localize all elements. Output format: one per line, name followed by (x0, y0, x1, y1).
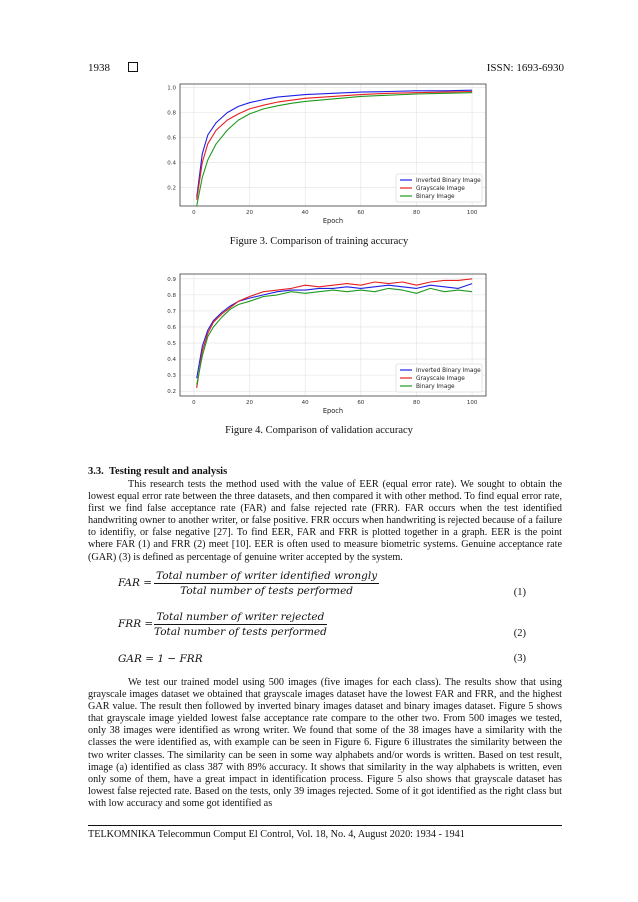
y-tick-label: 0.6 (167, 135, 176, 142)
x-axis-label: Epoch (322, 217, 344, 225)
figure-3-caption: Figure 3. Comparison of training accuracy (229, 236, 409, 247)
y-tick-label: 0.7 (167, 308, 176, 315)
paragraph-eer: This research tests the method used with the value of EER (equal error rate). We sought to obtain the lowest equal error rate between the three datasets, and then compared it with other method. To find equal error rate, first we find false acceptance rate (FAR) and false rejected rate (FRR). FAR occurs when the test identified handwriting owner to another writer, or false positive. FRR occurs when handwriting is rejected because of a failure to identifiy, or false negative [27]. To find EER, FAR and FRR is plotted together in a graph. EER is the point where FAR (1) and FRR (2) meet [10]. EER is often used to measure biometric systems. Genuine acceptance rate (GAR) (3) is defined as percentage of genuine writer accepted by the system. (88, 479, 562, 563)
x-tick-label: 0 (192, 210, 196, 216)
equation-gar (118, 653, 562, 669)
square-bullet-icon (128, 62, 138, 72)
y-tick-label: 0.2 (167, 389, 176, 396)
page-number-text: 1938 (88, 62, 110, 74)
x-axis-label: Epoch (322, 407, 344, 415)
footer-divider (88, 825, 562, 826)
y-tick-label: 0.5 (167, 341, 176, 348)
issn-label: ISSN: 1693-6930 (486, 62, 564, 74)
y-tick-label: 0.2 (167, 185, 176, 192)
paragraph-results: We test our trained model using 500 images (five images for each class). The results show that using grayscale images dataset we obtained that grayscale images dataset have the lowest FAR and FRR, and the highest GAR value. The result then followed by inverted binary images dataset and binary images dataset. Figure 5 shows that grayscale image yielded lowest false acceptance rate compare to the other two. From 500 images we tested, only 38 images were identified as wrong writer. We found that some of the 38 images have a similarity with the classes the were identified as, with example can be seen in Figure 6. Figure 6 illustrates the similarity between the two writer classes. The similarity can be seen in some way alphabets and/or words is written. Based on test result, image (a) identified as class 387 with 89% accuracy. It shows that similarity in the way alphabets is written, even only some of them, have a great impact in identification process. Figure 5 also shows that grayscale dataset has lowest false rejected rate. Based on the tests, only 39 images rejected. Some of it got identified as the right class but with low accuracy and some got identified as (88, 677, 562, 809)
y-tick-label: 0.4 (167, 160, 176, 167)
x-tick-label: 100 (466, 210, 478, 216)
validation-accuracy-chart (0, 270, 638, 420)
y-tick-label: 0.8 (167, 110, 176, 117)
figure-4-caption: Figure 4. Comparison of validation accuracy (225, 425, 413, 436)
y-tick-label: 0.3 (167, 373, 176, 380)
x-tick-label: 60 (357, 400, 365, 406)
x-tick-label: 40 (301, 210, 309, 216)
x-tick-label: 80 (412, 400, 420, 406)
legend-label: Binary Image (416, 194, 455, 200)
equation-frr-numerator: Total number of writer rejected (154, 611, 327, 625)
legend-label: Binary Image (416, 384, 455, 390)
x-tick-label: 60 (357, 210, 365, 216)
equation-far (118, 570, 562, 604)
legend-label: Grayscale Image (416, 186, 465, 192)
equation-far-number: (1) (513, 587, 526, 598)
x-tick-label: 20 (246, 400, 254, 406)
x-tick-label: 80 (412, 210, 420, 216)
y-tick-label: 0.4 (167, 357, 176, 364)
journal-footer: TELKOMNIKA Telecommun Comput El Control, Vol. 18, No. 4, August 2020: 1934 - 1941 (88, 829, 465, 840)
equation-far-lhs: FAR = (118, 577, 152, 589)
y-tick-label: 0.9 (167, 276, 176, 283)
x-tick-label: 100 (466, 400, 478, 406)
y-tick-label: 1.0 (167, 85, 176, 92)
equation-frr (118, 611, 562, 645)
equation-gar-text: GAR = 1 − FRR (118, 653, 203, 665)
equation-gar-number: (3) (513, 653, 526, 664)
section-heading (88, 466, 227, 477)
x-tick-label: 40 (301, 400, 309, 406)
section-title: Testing result and analysis (109, 466, 228, 477)
equation-frr-denominator: Total number of tests performed (154, 626, 327, 638)
equation-far-denominator: Total number of tests performed (180, 585, 354, 597)
equation-far-numerator: Total number of writer identified wrongly (156, 570, 378, 582)
legend-label: Inverted Binary Image (416, 368, 481, 374)
legend-label: Inverted Binary Image (416, 178, 481, 184)
x-tick-label: 20 (246, 210, 254, 216)
page-number (88, 62, 138, 74)
equation-frr-fraction (154, 611, 327, 638)
x-tick-label: 0 (192, 400, 196, 406)
equation-far-fraction (154, 570, 379, 597)
training-accuracy-chart (0, 80, 638, 232)
equation-frr-lhs: FRR = (118, 618, 154, 630)
section-number: 3.3. (88, 466, 104, 477)
equation-frr-number: (2) (513, 628, 526, 639)
legend-label: Grayscale Image (416, 376, 465, 382)
y-tick-label: 0.8 (167, 292, 176, 299)
y-tick-label: 0.6 (167, 324, 176, 331)
